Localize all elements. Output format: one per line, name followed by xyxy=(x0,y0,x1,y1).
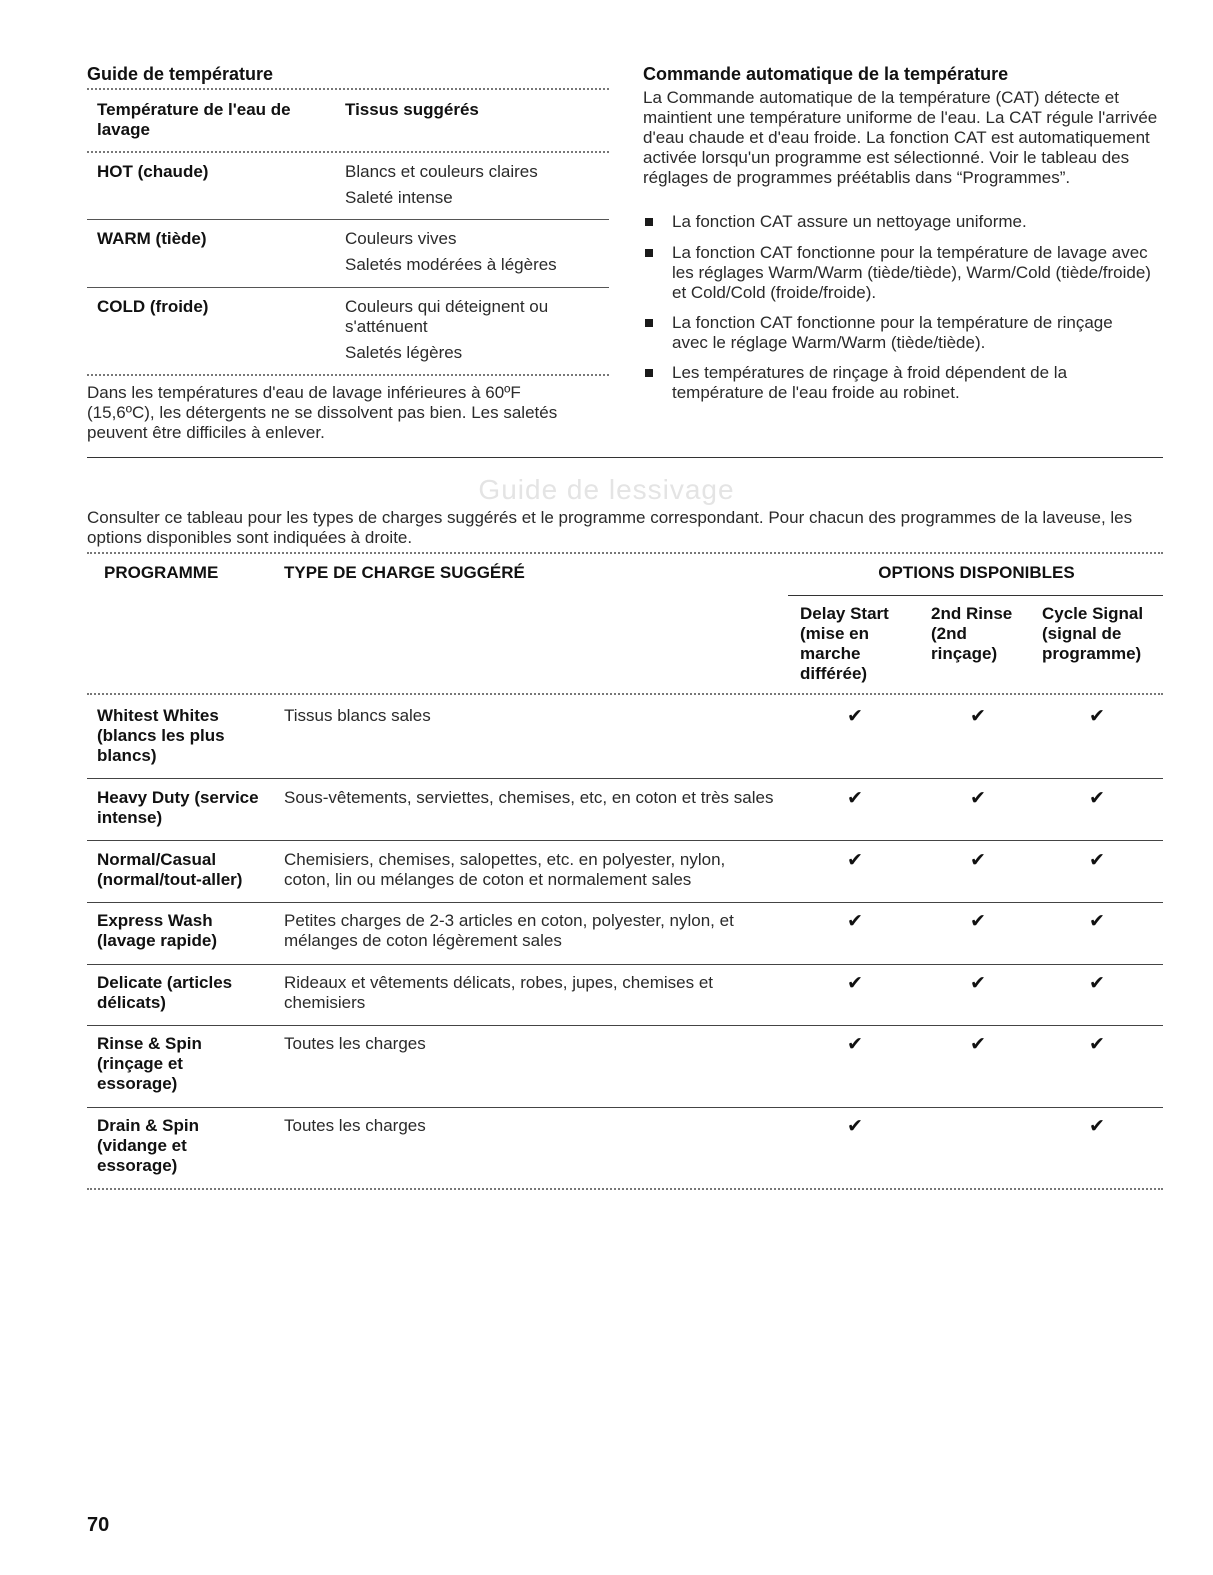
programme-name: Whitest Whites (blancs les plus blancs) xyxy=(97,706,225,765)
fabric-text: Saletés modérées à légères xyxy=(345,255,557,274)
row-divider xyxy=(87,840,1163,841)
auto-temp-intro: La Commande automatique de la température (CAT) détecte et maintient une température uniforme de l'eau. La CAT régule l'arrivée d'eau chaude et d'eau froide. La fonction CAT est automatiquement activée lorsqu'un programme est sélectionné. Voir le tableau des réglages de programmes préétablis dans “Programmes”. xyxy=(643,88,1158,187)
divider xyxy=(87,219,609,220)
temp-warm: WARM (tiède) xyxy=(97,229,207,248)
programme-name: Drain & Spin (vidange et essorage) xyxy=(97,1116,200,1175)
temp-col-header: Température de l'eau de lavage xyxy=(97,100,291,139)
checkmark-icon: ✔ xyxy=(1089,787,1105,809)
checkmark-icon: ✔ xyxy=(1089,1033,1105,1055)
temp-cold: COLD (froide) xyxy=(97,297,209,316)
checkmark-icon: ✔ xyxy=(847,705,863,727)
row-divider xyxy=(87,1107,1163,1108)
section-divider xyxy=(87,457,1163,458)
checkmark-icon: ✔ xyxy=(847,1115,863,1137)
divider xyxy=(87,151,609,153)
load-type: Rideaux et vêtements délicats, robes, jupes, chemises et chemisiers xyxy=(284,973,713,1012)
fabric-text: Blancs et couleurs claires xyxy=(345,162,538,181)
option-cycle-signal-header: Cycle Signal (signal de programme) xyxy=(1042,604,1144,663)
divider xyxy=(87,374,609,376)
wash-guide-title: Guide de lessivage xyxy=(478,474,735,505)
checkmark-icon: ✔ xyxy=(847,972,863,994)
load-type: Petites charges de 2-3 articles en coton, polyester, nylon, et mélanges de coton légèrement sales xyxy=(284,911,734,950)
auto-temp-title: Commande automatique de la température xyxy=(643,64,1009,84)
auto-temp-bullet: La fonction CAT fonctionne pour la température de rinçage avec le réglage Warm/Warm (tiède/tiède). xyxy=(672,313,1113,352)
checkmark-icon: ✔ xyxy=(1089,1115,1105,1137)
temp-note: Dans les températures d'eau de lavage inférieures à 60ºF (15,6ºC), les détergents ne se dissolvent pas bien. Les saletés peuvent être difficiles à enlever. xyxy=(87,383,558,442)
checkmark-icon: ✔ xyxy=(970,972,986,994)
load-type: Chemisiers, chemises, salopettes, etc. en polyester, nylon, coton, lin ou mélanges de coton et normalement sales xyxy=(284,850,726,889)
divider xyxy=(87,88,609,90)
bullet-icon xyxy=(645,218,653,226)
row-divider xyxy=(87,902,1163,903)
load-type: Tissus blancs sales xyxy=(284,706,431,725)
programme-name: Rinse & Spin (rinçage et essorage) xyxy=(97,1034,202,1093)
divider xyxy=(87,287,609,288)
checkmark-icon: ✔ xyxy=(970,705,986,727)
row-divider xyxy=(87,1025,1163,1026)
checkmark-icon: ✔ xyxy=(970,910,986,932)
bullet-icon xyxy=(645,319,653,327)
checkmark-icon: ✔ xyxy=(847,787,863,809)
checkmark-icon: ✔ xyxy=(970,1033,986,1055)
programme-name: Heavy Duty (service intense) xyxy=(97,788,259,827)
row-divider xyxy=(87,778,1163,779)
divider xyxy=(87,1188,1163,1190)
checkmark-icon: ✔ xyxy=(1089,705,1105,727)
programme-name: Express Wash (lavage rapide) xyxy=(97,911,217,950)
checkmark-icon: ✔ xyxy=(970,849,986,871)
fabric-text: Couleurs vives xyxy=(345,229,457,248)
checkmark-icon: ✔ xyxy=(1089,910,1105,932)
bullet-icon xyxy=(645,369,653,377)
checkmark-icon: ✔ xyxy=(1089,849,1105,871)
col-options-header: OPTIONS DISPONIBLES xyxy=(878,563,1075,582)
fabric-text: Saleté intense xyxy=(345,188,453,207)
divider xyxy=(788,595,1163,596)
col-programme-header: PROGRAMME xyxy=(104,563,219,582)
fabric-text: Couleurs qui déteignent ou s'atténuent xyxy=(345,297,549,336)
row-divider xyxy=(87,964,1163,965)
temp-hot: HOT (chaude) xyxy=(97,162,209,181)
checkmark-icon: ✔ xyxy=(847,1033,863,1055)
bullet-icon xyxy=(645,249,653,257)
auto-temp-bullet: La fonction CAT fonctionne pour la température de lavage avec les réglages Warm/Warm (tiède/tiède), Warm/Cold (tiède/froide) et Cold/Cold (froide/froide). xyxy=(672,243,1151,302)
fabrics-col-header: Tissus suggérés xyxy=(345,100,479,119)
divider xyxy=(87,552,1163,554)
checkmark-icon: ✔ xyxy=(847,910,863,932)
load-type: Toutes les charges xyxy=(284,1116,426,1135)
programme-name: Delicate (articles délicats) xyxy=(97,973,233,1012)
checkmark-icon: ✔ xyxy=(1089,972,1105,994)
temp-guide-title: Guide de température xyxy=(87,64,274,84)
page-number: 70 xyxy=(87,1514,110,1536)
auto-temp-bullet: La fonction CAT assure un nettoyage uniforme. xyxy=(672,212,1027,231)
programme-name: Normal/Casual (normal/tout-aller) xyxy=(97,850,243,889)
load-type: Sous-vêtements, serviettes, chemises, etc, en coton et très sales xyxy=(284,788,774,807)
load-type: Toutes les charges xyxy=(284,1034,426,1053)
fabric-text: Saletés légères xyxy=(345,343,463,362)
option-delay-start-header: Delay Start (mise en marche différée) xyxy=(800,604,889,683)
checkmark-icon: ✔ xyxy=(970,787,986,809)
auto-temp-bullet: Les températures de rinçage à froid dépendent de la température de l'eau froide au robinet. xyxy=(672,363,1068,402)
col-load-type-header: TYPE DE CHARGE SUGGÉRÉ xyxy=(284,563,525,582)
wash-guide-intro: Consulter ce tableau pour les types de charges suggérés et le programme correspondant. Pour chacun des programmes de la laveuse, les options disponibles sont indiquées à droite. xyxy=(87,508,1133,547)
checkmark-icon: ✔ xyxy=(847,849,863,871)
divider xyxy=(87,693,1163,695)
option-2nd-rinse-header: 2nd Rinse (2nd rinçage) xyxy=(931,604,1013,663)
